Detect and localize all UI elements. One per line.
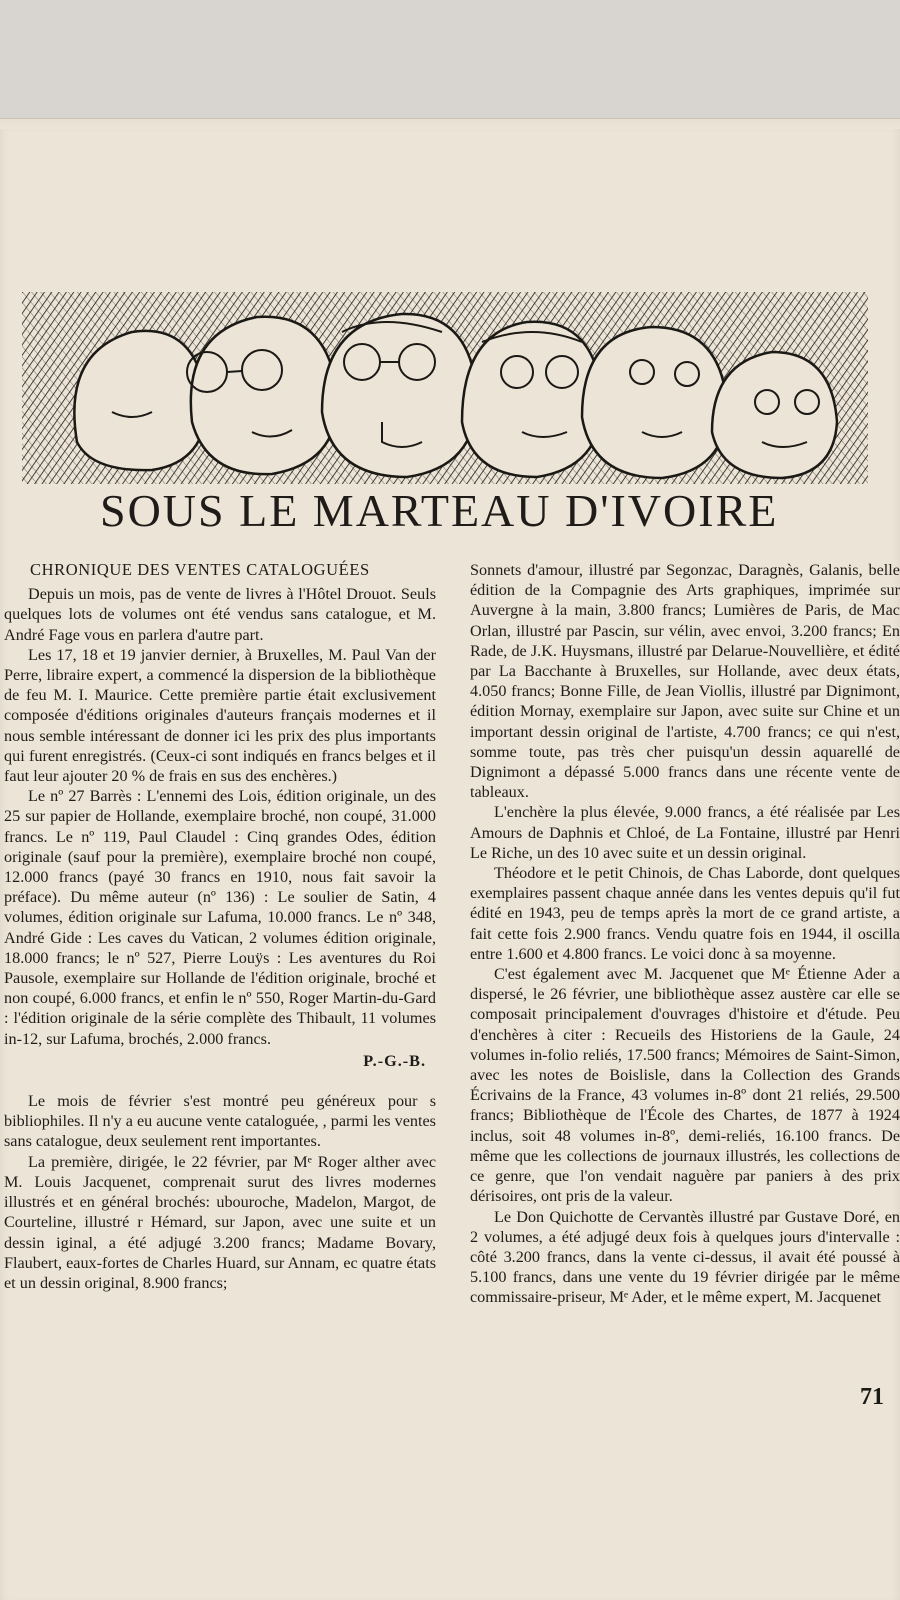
background-wall — [0, 0, 900, 125]
paragraph: La première, dirigée, le 22 février, par Mᵉ Roger alther avec M. Louis Jacquenet, comprenait surut des livres modernes illustrés et en général brochés: ubouroche, Madelon, Margot, de Courteline, illustré r Hémard, sur Japon, avec une suite et un dessin iginal, a été adjugé 3.200 francs; Madame Bovary, Flaubert, eaux-fortes de Charles Huard, sur Annam, ec quatre états et un dessin original, 8.900 francs; — [4, 1152, 436, 1292]
section-heading: CHRONIQUE DES VENTES CATALOGUÉES — [30, 560, 370, 579]
paragraph: Les 17, 18 et 19 janvier dernier, à Bruxelles, M. Paul Van der Perre, libraire expert, a commencé la dispersion de la bibliothèque de feu M. I. Maurice. Cette première partie était exclusivement composée d'éditions originales d'auteurs français modernes et il nous semble intéressant de donner ici les prix des plus importants qui furent enregistrés. (Ceux-ci sont indiqués en francs belges et il faut leur ajouter 20 % de frais en sus des enchères.) — [4, 645, 436, 786]
author-signature: P.-G.-B. — [363, 1051, 426, 1070]
page-top-edge — [0, 118, 900, 129]
paragraph: C'est également avec M. Jacquenet que Mᵉ Étienne Ader a dispersé, le 26 février, une bibliothèque assez austère car elle se composait principalement d'ouvrages d'histoire et d'étude. Peu d'enchères à citer : Recueils des Historiens de la Gaule, 24 volumes in-folio reliés, 17.500 francs; Mémoires de Saint-Simon, avec les notes de Boislisle, dans la Collection des Grands Écrivains de la France, 43 volumes in-8º dont 21 reliés, 29.500 francs; Bibliothèque de l'École des Chartes, de 1877 à 1924 inclus, soit 48 volumes in-8º, demi-reliés, 16.100 francs. De même que les collections de journaux illustrés, les collections de ce genre, que l'on vendait naguère par paniers à des prix dérisoires, ont pris de la valeur. — [470, 965, 900, 1206]
right-column — [470, 560, 900, 1308]
paragraph: L'enchère la plus élevée, 9.000 francs, a été réalisée par Les Amours de Daphnis et Chloé, de La Fontaine, illustré par Henri Le Riche, un des 10 avec suite et un dessin original. — [470, 803, 900, 862]
page-number: 71 — [860, 1384, 884, 1410]
paragraph: Théodore et le petit Chinois, de Chas Laborde, dont quelques exemplaires passent chaque année dans les ventes depuis qu'il fut édité en 1943, peu de temps après la mort de ce grand artiste, a fait cette fois 2.900 francs. Vendu quatre fois en 1944, il oscilla entre 1.600 et 4.800 francs. Le voici donc à sa moyenne. — [470, 864, 900, 963]
paragraph: Depuis un mois, pas de vente de livres à l'Hôtel Drouot. Seuls quelques lots de volumes ont été vendus sans catalogue, et M. André Fage vous en parlera d'autre part. — [4, 585, 436, 644]
paragraph: Le nº 27 Barrès : L'ennemi des Lois, édition originale, un des 25 sur papier de Hollande, exemplaire broché, non coupé, 31.000 francs. Le nº 119, Paul Claudel : Cinq grandes Odes, édition originale (sauf pour la première), exemplaire broché non coupé, 12.000 francs (payé 30 francs en 1910, nous fait savoir la préface). Du même auteur (nº 136) : Le soulier de Satin, 4 volumes, édition originale sur Lafuma, 10.000 francs. Le nº 348, André Gide : Les caves du Vatican, 2 volumes édition originale, 18.000 francs; le nº 527, Pierre Louÿs : Les aventures du Roi Pausole, exemplaire sur Hollande de l'édition originale, broché et non coupé, 6.000 francs, et enfin le nº 550, Roger Martin-du-Gard : l'édition originale de la série complète des Thibault, 11 volumes in-12, sur Lafuma, brochés, 2.000 francs. — [4, 787, 436, 1048]
left-column — [4, 560, 436, 1293]
paragraph: Le mois de février s'est montré peu généreux pour s bibliophiles. Il n'y a eu aucune vente cataloguée, , parmi les ventes sans catalogue, deux seulement rent importantes. — [4, 1092, 436, 1151]
paragraph: Sonnets d'amour, illustré par Segonzac, Daragnès, Galanis, belle édition de la Compagnie des Arts graphiques, imprimée sur Auvergne à la main, 3.800 francs; Lumières de Paris, de Mac Orlan, illustré par Pascin, sur vélin, avec envoi, 3.200 francs; En Rade, de J.K. Huysmans, illustré par Delarue-Nouvellière, et édité par La Bacchante à Bruxelles, sur Hollande, avec deux états, 4.050 francs; Bonne Fille, de Jean Viollis, illustré par Dignimont, édition Mornay, exemplaire sur Japon, avec suite sur Chine et un important dessin original de l'artiste, 4.700 francs; ce qui n'est, somme toute, pas très cher puisqu'un dessin aquarellé de Dignimont a dépassé 5.000 francs dans une récente vente de tableaux. — [470, 561, 900, 802]
article-title: SOUS LE MARTEAU D'IVOIRE — [100, 485, 779, 536]
illustration-banner-faces — [22, 292, 868, 484]
paragraph: Le Don Quichotte de Cervantès illustré par Gustave Doré, en 2 volumes, a été adjugé deux fois à quelques jours d'intervalle : côté 3.200 francs, dans la vente ci-dessus, il avait été poussé à 5.100 francs, dans une vente du 19 février dirigée par le même commissaire-priseur, Mᵉ Ader, et le même expert, M. Jacquenet — [470, 1207, 900, 1307]
